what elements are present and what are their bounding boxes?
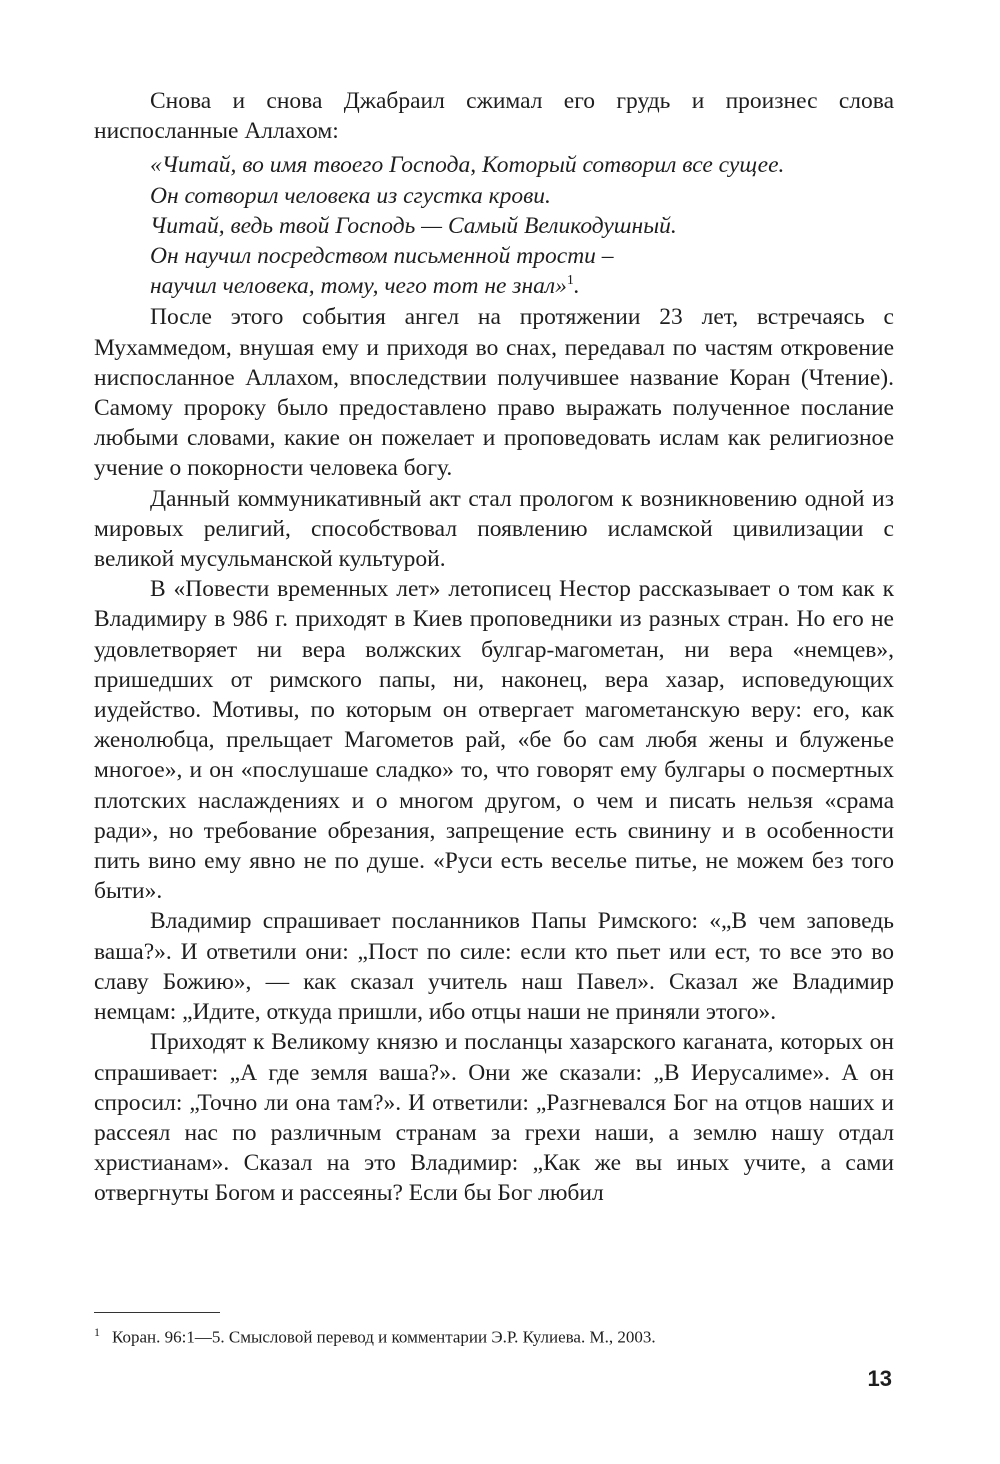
intro-paragraph: Снова и снова Джабраил сжимал его грудь и произнес слова ниспосланные Аллахом:	[94, 88, 894, 145]
body-paragraph: Данный коммуникативный акт стал прологом к возникновению одной из мировых религий, способствовал появлению исламской цивилизации с великой мусульманской культурой.	[94, 485, 894, 573]
footnote-text: Коран. 96:1—5. Смысловой перевод и комментарии Э.Р. Кулиева. М., 2003.	[112, 1327, 656, 1347]
quote-line: Он сотворил человека из сгустка крови.	[150, 182, 551, 209]
body-paragraph: Владимир спрашивает посланников Папы Римского: «„В чем заповедь ваша?». И ответили они: „Пост по силе: если кто пьет или ест, то все это во славу Божию», — как сказал учитель наш Павел». Сказал же Владимир немцам: „Идите, откуда пришли, ибо отцы наши не приняли этого».	[94, 908, 894, 1026]
body-paragraph: Приходят к Великому князю и посланцы хазарского каганата, которых он спрашивает: „А где земля ваша?». Они же сказали: „В Иерусалиме». А он спросил: „Точно ли она там?». И ответили: „Разгневался Бог на отцов наших и рассеял нас по различным странам за грехи наши, а землю нашу отдал христианам». Сказал на это Владимир: „Как же вы иных учите, а сами отвергнуты Богом и рассеяны? Если бы Бог любил	[94, 1029, 894, 1207]
body-paragraph: В «Повести временных лет» летописец Нестор рассказывает о том как к Владимиру в 986 г. приходят в Киев проповедники из разных стран. Но его не удовлетворяет ни вера волжских булгар-магометан, ни вера «немцев», пришедших от римского папы, ни, наконец, вера хазар, исповедующих иудейство. Мотивы, по которым он отвергает магометанскую веру: его, как женолюбца, прельщает Магометов рай, «бе бо сам любя жены и блуженье многое», и он «послушаше сладко» то, что говорят ему булгары о посмертных плотских наслаждениях и о многом другом, о чем и писать нельзя «срама ради», но требование обрезания, запрещение есть свинину и в особенности пить вино ему явно не по душе. «Руси есть веселье питье, не можем без того быти».	[94, 576, 894, 905]
quran-quote	[150, 150, 894, 301]
footnote-reference: 1	[566, 273, 574, 289]
body-paragraph: После этого события ангел на протяжении 23 лет, встречаясь с Мухаммедом, внушая ему и приходя во снах, передавал по частям откровение ниспосланное Аллахом, впоследствии получившее название Коран (Чтение). Самому пророку было предоставлено право выражать полученное послание любыми словами, какие он пожелает и проповедовать ислам как религиозное учение о покорности человека богу.	[94, 304, 894, 482]
footnote	[94, 1321, 894, 1349]
footnote-mark: 1	[94, 1325, 100, 1339]
quote-line: «Читай, во имя твоего Господа, Который сотворил все сущее.	[150, 152, 785, 179]
quote-line: Он научил посредством письменной трости –	[150, 243, 614, 270]
quote-line: Читай, ведь твой Господь — Самый Великодушный.	[150, 212, 677, 239]
page-body	[94, 86, 894, 1209]
quote-line-last: научил человека, тому, чего тот не знал»$^1$.	[150, 273, 580, 300]
quote-line-text: научил человека, тому, чего тот не знал»	[150, 273, 567, 300]
page-number: 13	[867, 1366, 892, 1391]
footnote-divider	[94, 1312, 220, 1313]
